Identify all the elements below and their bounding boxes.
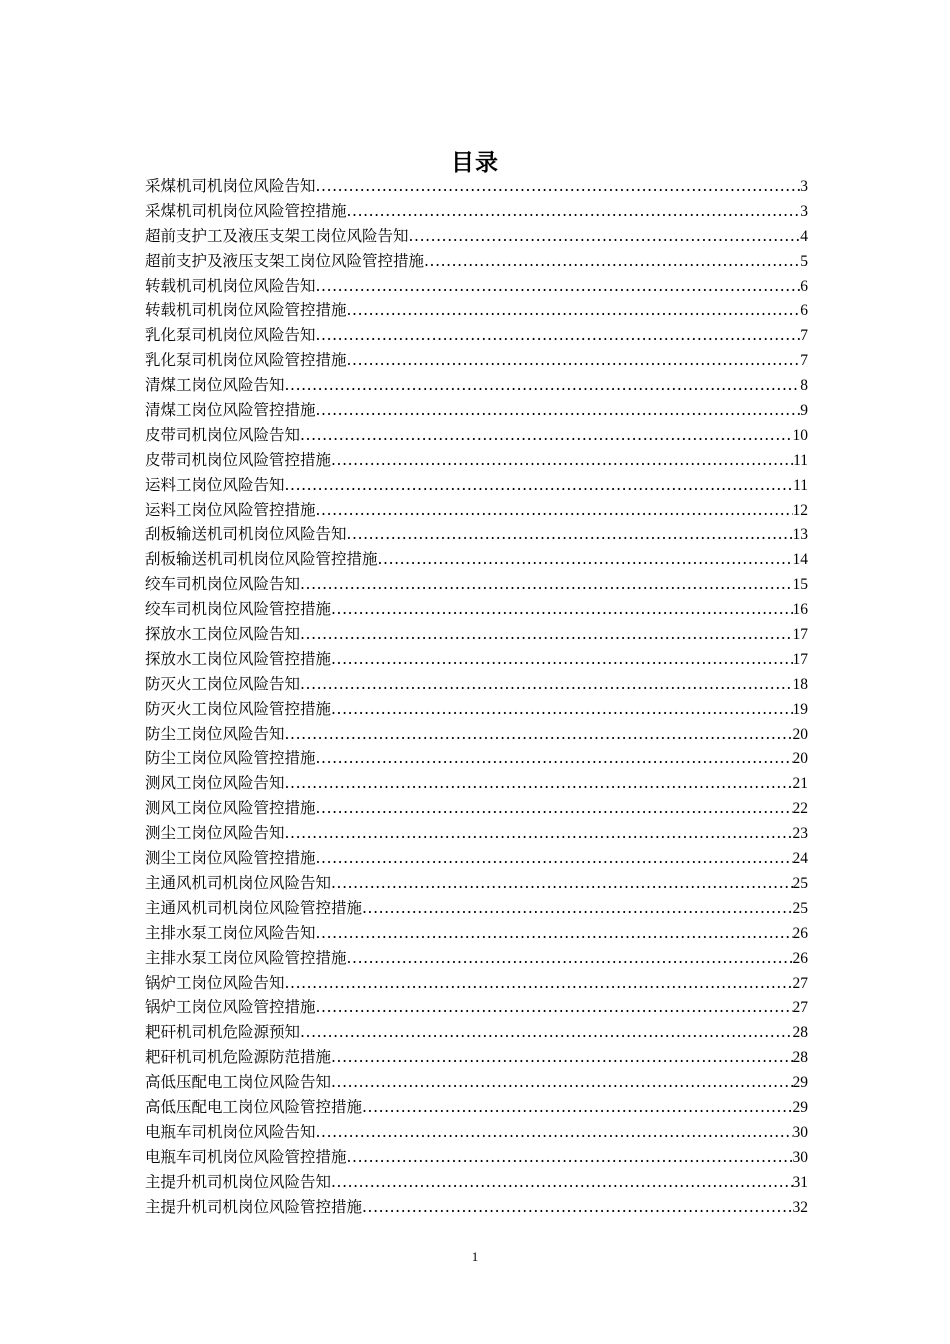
toc-entry-label[interactable]: 主排水泵工岗位风险告知	[145, 923, 316, 942]
toc-entry-label[interactable]: 锅炉工岗位风险告知	[145, 973, 285, 992]
toc-entry[interactable]	[145, 896, 808, 921]
toc-entry-page[interactable]: 30	[792, 1123, 808, 1141]
toc-entry-page[interactable]: 25	[792, 899, 808, 917]
toc-entry-page[interactable]: 16	[792, 601, 808, 619]
toc-entry-label[interactable]: 测风工岗位风险管控措施	[145, 799, 316, 818]
toc-entry-page[interactable]: 14	[792, 551, 808, 569]
toc-entry-label[interactable]: 耙矸机司机危险源防范措施	[145, 1048, 332, 1067]
toc-entry-label[interactable]: 主通风机司机岗位风险告知	[145, 873, 332, 892]
toc-dot-leader	[331, 597, 792, 622]
toc-entry-label[interactable]: 刮板输送机司机岗位风险告知	[145, 525, 347, 544]
toc-entry[interactable]	[145, 199, 808, 224]
toc-dot-leader	[347, 298, 801, 323]
toc-dot-leader	[347, 348, 801, 373]
toc-dot-leader	[316, 274, 801, 299]
toc-entry-page[interactable]: 28	[792, 1024, 808, 1042]
toc-entry-label[interactable]: 测尘工岗位风险告知	[145, 824, 285, 843]
toc-entry-label[interactable]: 锅炉工岗位风险管控措施	[145, 998, 316, 1017]
toc-entry-page[interactable]: 17	[792, 626, 808, 644]
toc-entry-label[interactable]: 探放水工岗位风险管控措施	[145, 649, 332, 668]
toc-entry[interactable]	[145, 224, 808, 249]
toc-entry-page[interactable]: 27	[792, 999, 808, 1017]
toc-entry-label[interactable]: 转载机司机岗位风险告知	[145, 276, 316, 295]
toc-entry[interactable]	[145, 398, 808, 423]
toc-entry-page[interactable]: 7	[800, 327, 808, 345]
toc-entry[interactable]	[145, 995, 808, 1020]
toc-entry[interactable]	[145, 572, 808, 597]
toc-entry[interactable]	[145, 448, 808, 473]
toc-entry-page[interactable]: 10	[792, 426, 808, 444]
toc-entry[interactable]	[145, 522, 808, 547]
toc-entry-page[interactable]: 25	[792, 874, 808, 892]
toc-entry-label[interactable]: 主通风机司机岗位风险管控措施	[145, 898, 363, 917]
toc-entry[interactable]	[145, 622, 808, 647]
toc-entry-page[interactable]: 15	[792, 576, 808, 594]
toc-entry-page[interactable]: 30	[792, 1148, 808, 1166]
toc-entry-label[interactable]: 清煤工岗位风险管控措施	[145, 401, 316, 420]
toc-dot-leader	[300, 622, 792, 647]
toc-entry-label[interactable]: 高低压配电工岗位风险管控措施	[145, 1097, 363, 1116]
toc-dot-leader	[347, 522, 793, 547]
toc-entry-label[interactable]: 防尘工岗位风险管控措施	[145, 749, 316, 768]
toc-dot-leader	[285, 373, 801, 398]
toc-entry-label[interactable]: 探放水工岗位风险告知	[145, 625, 301, 644]
toc-entry-label[interactable]: 皮带司机岗位风险告知	[145, 425, 301, 444]
toc-entry-page[interactable]: 24	[792, 850, 808, 868]
toc-entry[interactable]	[145, 647, 808, 672]
toc-dot-leader	[285, 473, 794, 498]
toc-entry-page[interactable]: 9	[800, 402, 808, 420]
toc-entry-page[interactable]: 3	[800, 178, 808, 195]
toc-entry[interactable]	[145, 348, 808, 373]
toc-entry-label[interactable]: 乳化泵司机岗位风险管控措施	[145, 351, 347, 370]
toc-entry-label[interactable]: 绞车司机岗位风险管控措施	[145, 600, 332, 619]
toc-entry-page[interactable]: 20	[792, 750, 808, 768]
toc-entry-label[interactable]: 测风工岗位风险告知	[145, 774, 285, 793]
toc-entry[interactable]	[145, 672, 808, 697]
toc-entry-page[interactable]: 4	[800, 227, 808, 245]
toc-dot-leader	[316, 746, 793, 771]
toc-dot-leader	[331, 448, 793, 473]
toc-entry-label[interactable]: 超前支护工及液压支架工岗位风险告知	[145, 226, 409, 245]
toc-entry-label[interactable]: 主提升机司机岗位风险告知	[145, 1172, 332, 1191]
toc-dot-leader	[316, 796, 793, 821]
toc-dot-leader	[300, 1020, 792, 1045]
toc-dot-leader	[316, 995, 793, 1020]
toc-entry[interactable]	[145, 722, 808, 747]
toc-dot-leader	[300, 572, 792, 597]
toc-entry-page[interactable]: 27	[792, 974, 808, 992]
toc-entry-label[interactable]: 主排水泵工岗位风险管控措施	[145, 948, 347, 967]
toc-entry-page[interactable]: 22	[792, 800, 808, 818]
toc-entry-label[interactable]: 皮带司机岗位风险管控措施	[145, 450, 332, 469]
toc-dot-leader	[316, 498, 793, 523]
toc-entry[interactable]	[145, 498, 808, 523]
toc-entry[interactable]	[145, 1195, 808, 1220]
toc-dot-leader	[285, 971, 793, 996]
toc-entry[interactable]	[145, 1120, 808, 1145]
toc-entry-label[interactable]: 高低压配电工岗位风险告知	[145, 1073, 332, 1092]
toc-entry-label[interactable]: 采煤机司机岗位风险管控措施	[145, 201, 347, 220]
toc-entry[interactable]	[145, 971, 808, 996]
toc-entry[interactable]	[145, 1045, 808, 1070]
toc-entry[interactable]	[145, 1170, 808, 1195]
toc-entry-label[interactable]: 测尘工岗位风险管控措施	[145, 849, 316, 868]
toc-dot-leader	[331, 1070, 792, 1095]
toc-dot-leader	[362, 1095, 792, 1120]
toc-entry-label[interactable]: 电瓶车司机岗位风险管控措施	[145, 1147, 347, 1166]
toc-dot-leader	[362, 896, 792, 921]
toc-dot-leader	[424, 249, 800, 274]
toc-entry-page[interactable]: 18	[792, 675, 808, 693]
toc-entry[interactable]	[145, 1070, 808, 1095]
toc-dot-leader	[316, 1120, 793, 1145]
toc-entry-page[interactable]: 8	[800, 377, 808, 395]
toc-dot-leader	[316, 921, 793, 946]
toc-entry-page[interactable]: 5	[800, 252, 808, 270]
table-of-contents	[145, 174, 808, 1219]
toc-dot-leader	[331, 1170, 792, 1195]
toc-entry-page[interactable]: 32	[792, 1198, 808, 1216]
toc-entry[interactable]	[145, 697, 808, 722]
toc-entry[interactable]	[145, 921, 808, 946]
toc-entry-page[interactable]: 7	[800, 352, 808, 370]
toc-dot-leader	[285, 771, 793, 796]
toc-dot-leader	[331, 697, 792, 722]
toc-entry[interactable]	[145, 796, 808, 821]
toc-entry-page[interactable]: 28	[792, 1049, 808, 1067]
toc-dot-leader	[316, 846, 793, 871]
toc-dot-leader	[316, 174, 801, 199]
toc-entry-page[interactable]: 26	[792, 949, 808, 967]
toc-dot-leader	[378, 547, 793, 572]
toc-entry-label[interactable]: 防尘工岗位风险告知	[145, 724, 285, 743]
toc-entry[interactable]	[145, 871, 808, 896]
toc-entry[interactable]	[145, 373, 808, 398]
toc-dot-leader	[285, 722, 793, 747]
toc-entry-page[interactable]: 17	[792, 650, 808, 668]
toc-entry-page[interactable]: 29	[792, 1074, 808, 1092]
toc-entry-page[interactable]: 11	[793, 476, 808, 494]
toc-entry[interactable]	[145, 174, 808, 199]
toc-entry-page[interactable]: 11	[793, 451, 808, 469]
toc-entry-label[interactable]: 清煤工岗位风险告知	[145, 376, 285, 395]
toc-entry-label[interactable]: 采煤机司机岗位风险告知	[145, 177, 316, 195]
toc-dot-leader	[300, 423, 792, 448]
toc-entry-label[interactable]: 耙矸机司机危险源预知	[145, 1023, 301, 1042]
toc-entry[interactable]	[145, 821, 808, 846]
toc-entry[interactable]	[145, 1020, 808, 1045]
toc-entry-page[interactable]: 6	[800, 277, 808, 295]
toc-entry[interactable]	[145, 746, 808, 771]
toc-entry-label[interactable]: 电瓶车司机岗位风险告知	[145, 1122, 316, 1141]
toc-entry-page[interactable]: 6	[800, 302, 808, 320]
toc-dot-leader	[316, 398, 801, 423]
page-number: 1	[471, 1249, 479, 1264]
toc-entry-label[interactable]: 乳化泵司机岗位风险告知	[145, 326, 316, 345]
toc-dot-leader	[347, 946, 793, 971]
toc-dot-leader	[331, 647, 792, 672]
toc-entry-label[interactable]: 主提升机司机岗位风险管控措施	[145, 1197, 363, 1216]
toc-entry-label[interactable]: 防灭火工岗位风险管控措施	[145, 699, 332, 718]
toc-entry-page[interactable]: 13	[792, 526, 808, 544]
toc-entry-page[interactable]: 23	[792, 825, 808, 843]
toc-entry-label[interactable]: 超前支护及液压支架工岗位风险管控措施	[145, 251, 425, 270]
toc-entry[interactable]	[145, 249, 808, 274]
toc-entry-page[interactable]: 31	[792, 1173, 808, 1191]
toc-dot-leader	[347, 199, 801, 224]
toc-entry-label[interactable]: 防灭火工岗位风险告知	[145, 674, 301, 693]
toc-entry-page[interactable]: 21	[792, 775, 808, 793]
toc-entry-page[interactable]: 3	[800, 202, 808, 220]
toc-dot-leader	[331, 871, 792, 896]
toc-dot-leader	[362, 1195, 792, 1220]
toc-entry[interactable]	[145, 274, 808, 299]
toc-entry-label[interactable]: 转载机司机岗位风险管控措施	[145, 301, 347, 320]
toc-entry-page[interactable]: 20	[792, 725, 808, 743]
toc-entry-page[interactable]: 29	[792, 1098, 808, 1116]
toc-entry-page[interactable]: 26	[792, 924, 808, 942]
toc-dot-leader	[331, 1045, 792, 1070]
toc-entry[interactable]	[145, 473, 808, 498]
toc-entry[interactable]	[145, 547, 808, 572]
toc-dot-leader	[409, 224, 801, 249]
toc-entry[interactable]	[145, 597, 808, 622]
toc-entry-page[interactable]: 12	[792, 501, 808, 519]
toc-entry-page[interactable]: 19	[792, 700, 808, 718]
toc-entry-label[interactable]: 刮板输送机司机岗位风险管控措施	[145, 550, 378, 569]
toc-entry[interactable]	[145, 323, 808, 348]
page-title: 目录	[451, 150, 499, 177]
toc-dot-leader	[285, 821, 793, 846]
toc-entry[interactable]	[145, 771, 808, 796]
toc-dot-leader	[347, 1145, 793, 1170]
toc-entry[interactable]	[145, 946, 808, 971]
toc-entry[interactable]	[145, 846, 808, 871]
toc-entry[interactable]	[145, 423, 808, 448]
toc-entry[interactable]	[145, 1095, 808, 1120]
toc-entry[interactable]	[145, 1145, 808, 1170]
toc-entry[interactable]	[145, 298, 808, 323]
toc-entry-label[interactable]: 绞车司机岗位风险告知	[145, 575, 301, 594]
toc-entry-label[interactable]: 运料工岗位风险告知	[145, 475, 285, 494]
toc-dot-leader	[300, 672, 792, 697]
toc-entry-label[interactable]: 运料工岗位风险管控措施	[145, 500, 316, 519]
toc-dot-leader	[316, 323, 801, 348]
